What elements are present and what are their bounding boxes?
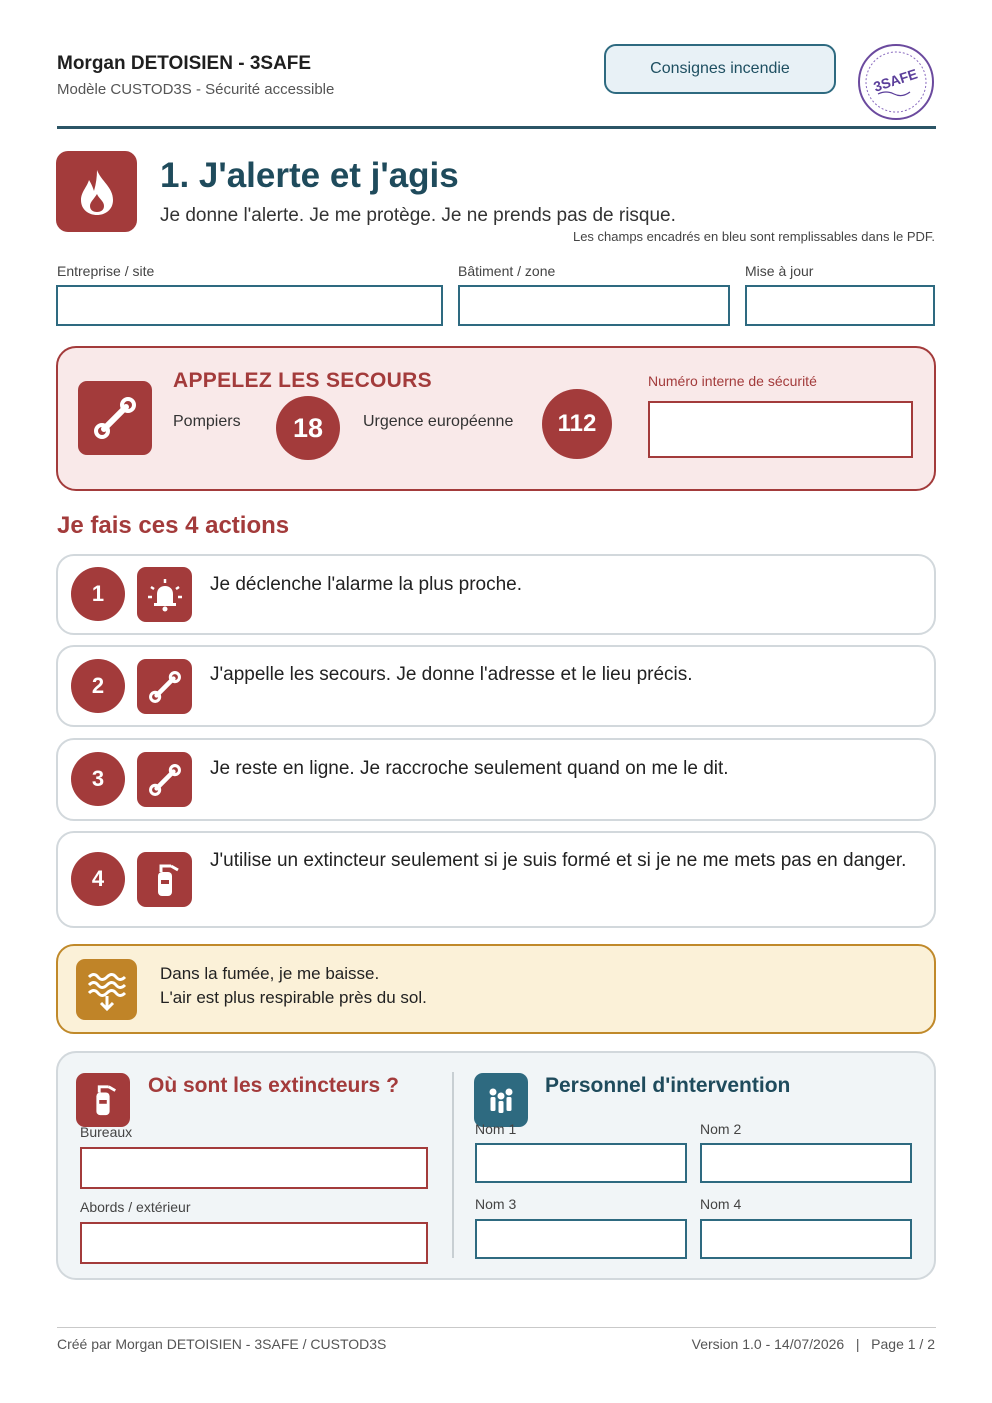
action-number: 3 bbox=[71, 752, 125, 806]
fire-brigade-label: Pompiers bbox=[173, 413, 241, 430]
name3-label: Nom 3 bbox=[475, 1196, 517, 1212]
action-text: J'utilise un extincteur seulement si je suis formé et si je ne me mets pas en danger. bbox=[210, 850, 907, 871]
footer-divider bbox=[57, 1327, 936, 1328]
internal-number-label: Numéro interne de sécurité bbox=[648, 373, 817, 389]
smoke-warning-text bbox=[160, 962, 427, 1010]
smoke-line-1: Dans la fumée, je me baisse. bbox=[160, 964, 380, 983]
company-field[interactable] bbox=[56, 285, 443, 326]
phone-icon bbox=[137, 659, 192, 714]
offices-field[interactable] bbox=[80, 1147, 428, 1189]
extinguisher-icon bbox=[76, 1073, 130, 1127]
european-emergency-number: 112 bbox=[542, 389, 612, 459]
page-title: 1. J'alerte et j'agis bbox=[160, 156, 459, 195]
header-divider bbox=[57, 126, 936, 129]
action-text: Je déclenche l'alarme la plus proche. bbox=[210, 574, 523, 595]
alarm-bell-icon bbox=[137, 567, 192, 622]
company-label: Entreprise / site bbox=[57, 263, 155, 279]
fillable-hint: Les champs encadrés en bleu sont remplissables dans le PDF. bbox=[572, 229, 935, 244]
smoke-line-2: L'air est plus respirable près du sol. bbox=[160, 988, 427, 1007]
page-subtitle: Je donne l'alerte. Je me protège. Je ne prends pas de risque. bbox=[160, 205, 676, 226]
name1-label: Nom 1 bbox=[475, 1121, 517, 1137]
action-text: Je reste en ligne. Je raccroche seulement quand on me le dit. bbox=[210, 758, 729, 779]
action-text: J'appelle les secours. Je donne l'adresse et le lieu précis. bbox=[210, 664, 693, 685]
team-icon bbox=[474, 1073, 528, 1127]
name4-field[interactable] bbox=[700, 1219, 912, 1259]
footer-version: Version 1.0 - 14/07/2026 | Page 1 / 2 bbox=[691, 1336, 935, 1352]
offices-label: Bureaux bbox=[80, 1124, 133, 1140]
outside-field[interactable] bbox=[80, 1222, 428, 1264]
fire-icon bbox=[56, 151, 137, 232]
name2-label: Nom 2 bbox=[700, 1121, 742, 1137]
building-label: Bâtiment / zone bbox=[458, 263, 556, 279]
author-title: Morgan DETOISIEN - 3SAFE bbox=[57, 53, 312, 74]
company-stamp-logo bbox=[856, 42, 936, 122]
action-number: 1 bbox=[71, 567, 125, 621]
name4-label: Nom 4 bbox=[700, 1196, 742, 1212]
internal-number-field[interactable] bbox=[648, 401, 913, 458]
fire-brigade-number: 18 bbox=[276, 396, 340, 460]
phone-icon bbox=[137, 752, 192, 807]
extinguishers-title: Où sont les extincteurs ? bbox=[148, 1074, 399, 1097]
actions-title: Je fais ces 4 actions bbox=[57, 512, 290, 539]
staff-title: Personnel d'intervention bbox=[545, 1074, 791, 1097]
action-number: 4 bbox=[71, 852, 125, 906]
footer-credit: Créé par Morgan DETOISIEN - 3SAFE / CUSTOD3S bbox=[57, 1336, 387, 1352]
model-subtitle: Modèle CUSTOD3S - Sécurité accessible bbox=[57, 81, 335, 98]
european-emergency-label: Urgence européenne bbox=[363, 413, 514, 430]
phone-icon bbox=[78, 381, 152, 455]
name3-field[interactable] bbox=[475, 1219, 687, 1259]
document-type-label: Consignes incendie bbox=[650, 60, 790, 77]
name2-field[interactable] bbox=[700, 1143, 912, 1183]
name1-field[interactable] bbox=[475, 1143, 687, 1183]
panel-divider bbox=[452, 1072, 454, 1258]
action-number: 2 bbox=[71, 659, 125, 713]
outside-label: Abords / extérieur bbox=[80, 1199, 191, 1215]
update-label: Mise à jour bbox=[745, 263, 814, 279]
smoke-low-icon bbox=[76, 959, 137, 1020]
update-field[interactable] bbox=[745, 285, 935, 326]
stamp-text: 3SAFE bbox=[871, 65, 920, 95]
emergency-title: APPELEZ LES SECOURS bbox=[173, 369, 432, 392]
document-type-badge bbox=[604, 44, 836, 94]
building-field[interactable] bbox=[458, 285, 730, 326]
extinguisher-icon bbox=[137, 852, 192, 907]
